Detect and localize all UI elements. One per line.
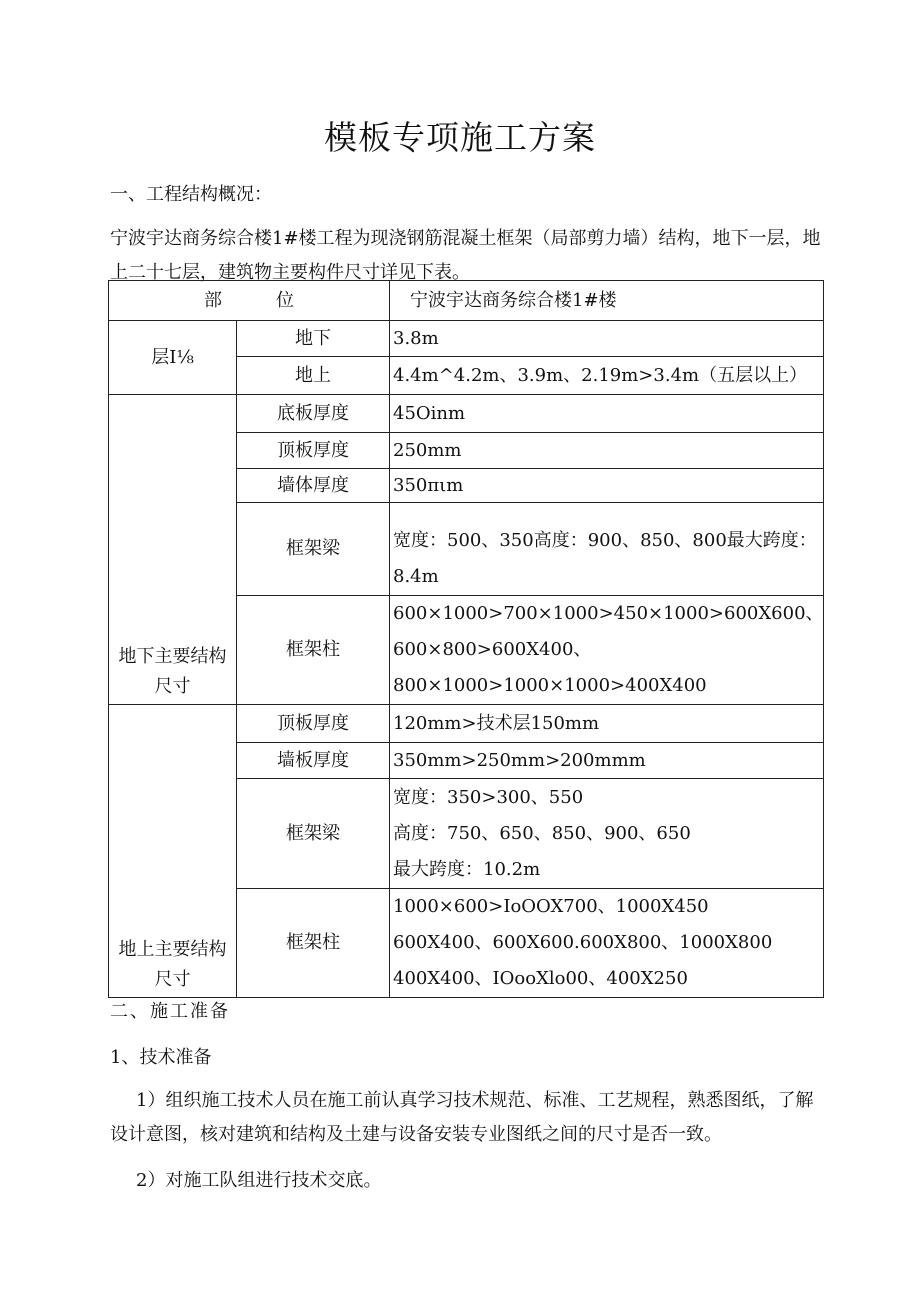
row-name: 墙板厚度	[237, 743, 390, 779]
value-line: 600×1000>700×1000>450×1000>600X600、	[393, 603, 824, 624]
document-title: 模板专项施工方案	[324, 118, 596, 157]
table-row	[109, 395, 824, 433]
value-line: 最大跨度：10.2m	[393, 858, 541, 880]
group-underground: 地下主要结构尺寸	[109, 395, 237, 705]
row-name: 框架柱	[237, 889, 390, 998]
row-name: 底板厚度	[237, 395, 390, 433]
value-line: 600×800>600X400、	[393, 639, 592, 660]
group-floor-height: 层Ⅰ⅛	[109, 321, 237, 395]
row-name: 顶板厚度	[237, 705, 390, 743]
row-name: 地上	[237, 357, 390, 395]
row-name: 框架梁	[237, 503, 390, 596]
row-name: 框架柱	[237, 596, 390, 705]
table-row	[109, 321, 824, 357]
row-value: 350πιm	[390, 469, 824, 503]
structure-spec-table	[108, 280, 824, 998]
row-value: 4.4m^4.2m、3.9m、2.19m>3.4m（五层以上）	[390, 357, 824, 395]
row-value	[390, 889, 824, 998]
row-value: 宽度：500、350高度：900、850、800最大跨度：8.4m	[390, 503, 824, 596]
section-heading-preparation: 二、施工准备	[110, 1001, 230, 1022]
row-name: 地下	[237, 321, 390, 357]
header-part: 部 位	[109, 281, 390, 321]
row-value	[390, 779, 824, 889]
group-aboveground: 地上主要结构尺寸	[109, 705, 237, 998]
row-name: 墙体厚度	[237, 469, 390, 503]
row-value: 3.8m	[390, 321, 824, 357]
header-building: 宁波宇达商务综合楼1#楼	[390, 281, 824, 321]
paragraph-1: 1）组织施工技术人员在施工前认真学习技术规范、标准、工艺规程，熟悉图纸，了解设计意图，核对建筑和结构及土建与设备安装专业图纸之间的尺寸是否一致。	[110, 1090, 814, 1145]
value-line: 400X400、IOooXlo00、400X250	[393, 968, 688, 989]
value-line: 高度：750、650、850、900、650	[393, 822, 691, 844]
row-value: 45Oinm	[390, 395, 824, 433]
row-value: 350mm>250mm>200mmm	[390, 743, 824, 779]
row-value	[390, 596, 824, 705]
table-header-row	[109, 281, 824, 321]
value-line: 800×1000>1000×1000>400X400	[393, 675, 707, 696]
value-line: 宽度：350>300、550	[393, 786, 584, 808]
row-value: 120mm>技术层150mm	[390, 705, 824, 743]
row-name: 顶板厚度	[237, 433, 390, 469]
row-name: 框架梁	[237, 779, 390, 889]
value-line: 600X400、600X600.600X800、1000X800	[393, 932, 773, 953]
intro-paragraph: 宁波宇达商务综合楼1#楼工程为现浇钢筋混凝土框架（局部剪力墙）结构，地下一层，地上二十七层，建筑物主要构件尺寸详见下表。	[110, 228, 821, 283]
paragraph-2: 2）对施工队组进行技术交底。	[136, 1170, 382, 1191]
row-value: 250mm	[390, 433, 824, 469]
value-line: 1000×600>IoOOX700、1000X450	[393, 896, 709, 917]
subsection-heading-technical: 1、技术准备	[110, 1047, 212, 1068]
table-row	[109, 705, 824, 743]
section-heading-structure: 一、工程结构概况：	[110, 184, 272, 205]
